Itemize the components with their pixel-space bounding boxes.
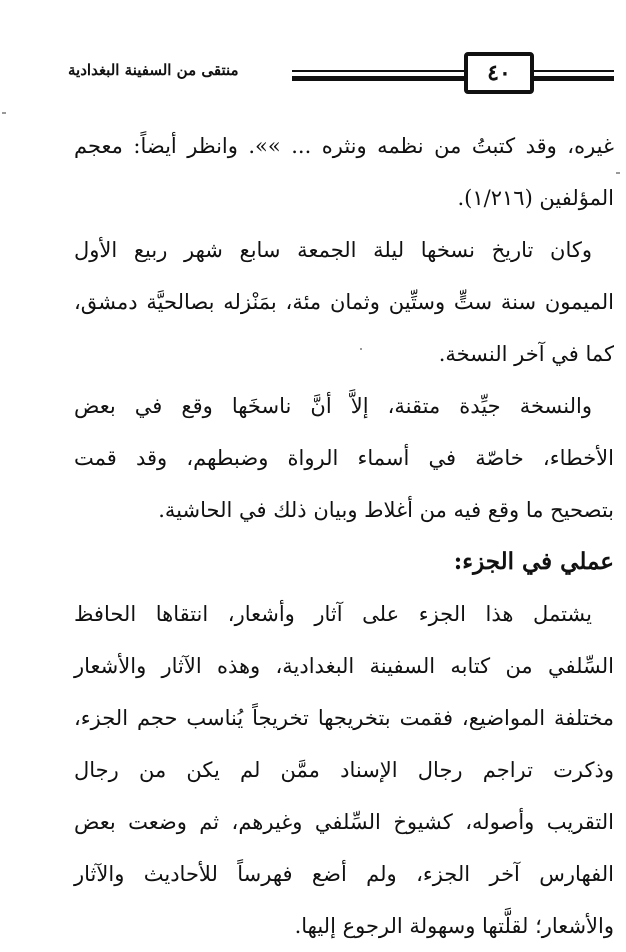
text-line: مختلفة المواضيع، فقمت بتخريجها تخريجاً يُناسب حجم الجزء،: [74, 706, 614, 730]
text-line: التقريب وأصوله، كشيوخ السِّلفي وغيرهم، ثم وضعت بعض: [74, 810, 614, 834]
header-rule-thin-right: [534, 70, 614, 72]
text-line: يشتمل هذا الجزء على آثار وأشعار، انتقاها الحافظ: [74, 602, 592, 626]
text-line: غيره، وقد كتبتُ من نظمه ونثره ... »». وانظر أيضاً: معجم: [74, 134, 614, 158]
text-line: المؤلفين (١/٢١٦).: [457, 186, 614, 210]
scan-speck: [360, 348, 362, 350]
header-rule-thick-right: [534, 76, 614, 81]
scan-speck: [616, 172, 620, 174]
text-line: الفهارس آخر الجزء، ولم أضع فهرساً للأحاديث والآثار: [74, 862, 614, 886]
page-number: ٤٠: [464, 52, 534, 94]
text-line: والنسخة جيِّدة متقنة، إلاَّ أنَّ ناسخَها وقع في بعض: [74, 394, 592, 418]
text-line: الميمون سنة ستٍّ وستِّين وثمان مئة، بمَنْزله بصالحيَّة دمشق،: [74, 290, 614, 314]
page-header: [68, 52, 618, 98]
section-heading: عملي في الجزء:: [453, 548, 614, 575]
header-rule-thick: [292, 76, 464, 81]
text-line: الأخطاء، خاصّة في أسماء الرواة وضبطهم، وقد قمت: [74, 446, 614, 470]
page-body: [74, 120, 614, 952]
running-title: منتقى من السفينة البغدادية: [68, 61, 239, 79]
text-line: السِّلفي من كتابه السفينة البغدادية، وهذه الآثار والأشعار: [74, 654, 614, 678]
text-line: بتصحيح ما وقع فيه من أغلاط وبيان ذلك في الحاشية.: [158, 498, 614, 522]
scan-speck: [2, 112, 6, 114]
text-line: وكان تاريخ نسخها ليلة الجمعة سابع شهر ربيع الأول: [74, 238, 592, 262]
header-rule-thin: [292, 70, 464, 72]
text-line: كما في آخر النسخة.: [438, 342, 614, 366]
text-line: وذكرت تراجم رجال الإسناد ممَّن لم يكن من رجال: [74, 758, 614, 782]
text-line: والأشعار؛ لقلَّتها وسهولة الرجوع إليها.: [294, 914, 614, 938]
